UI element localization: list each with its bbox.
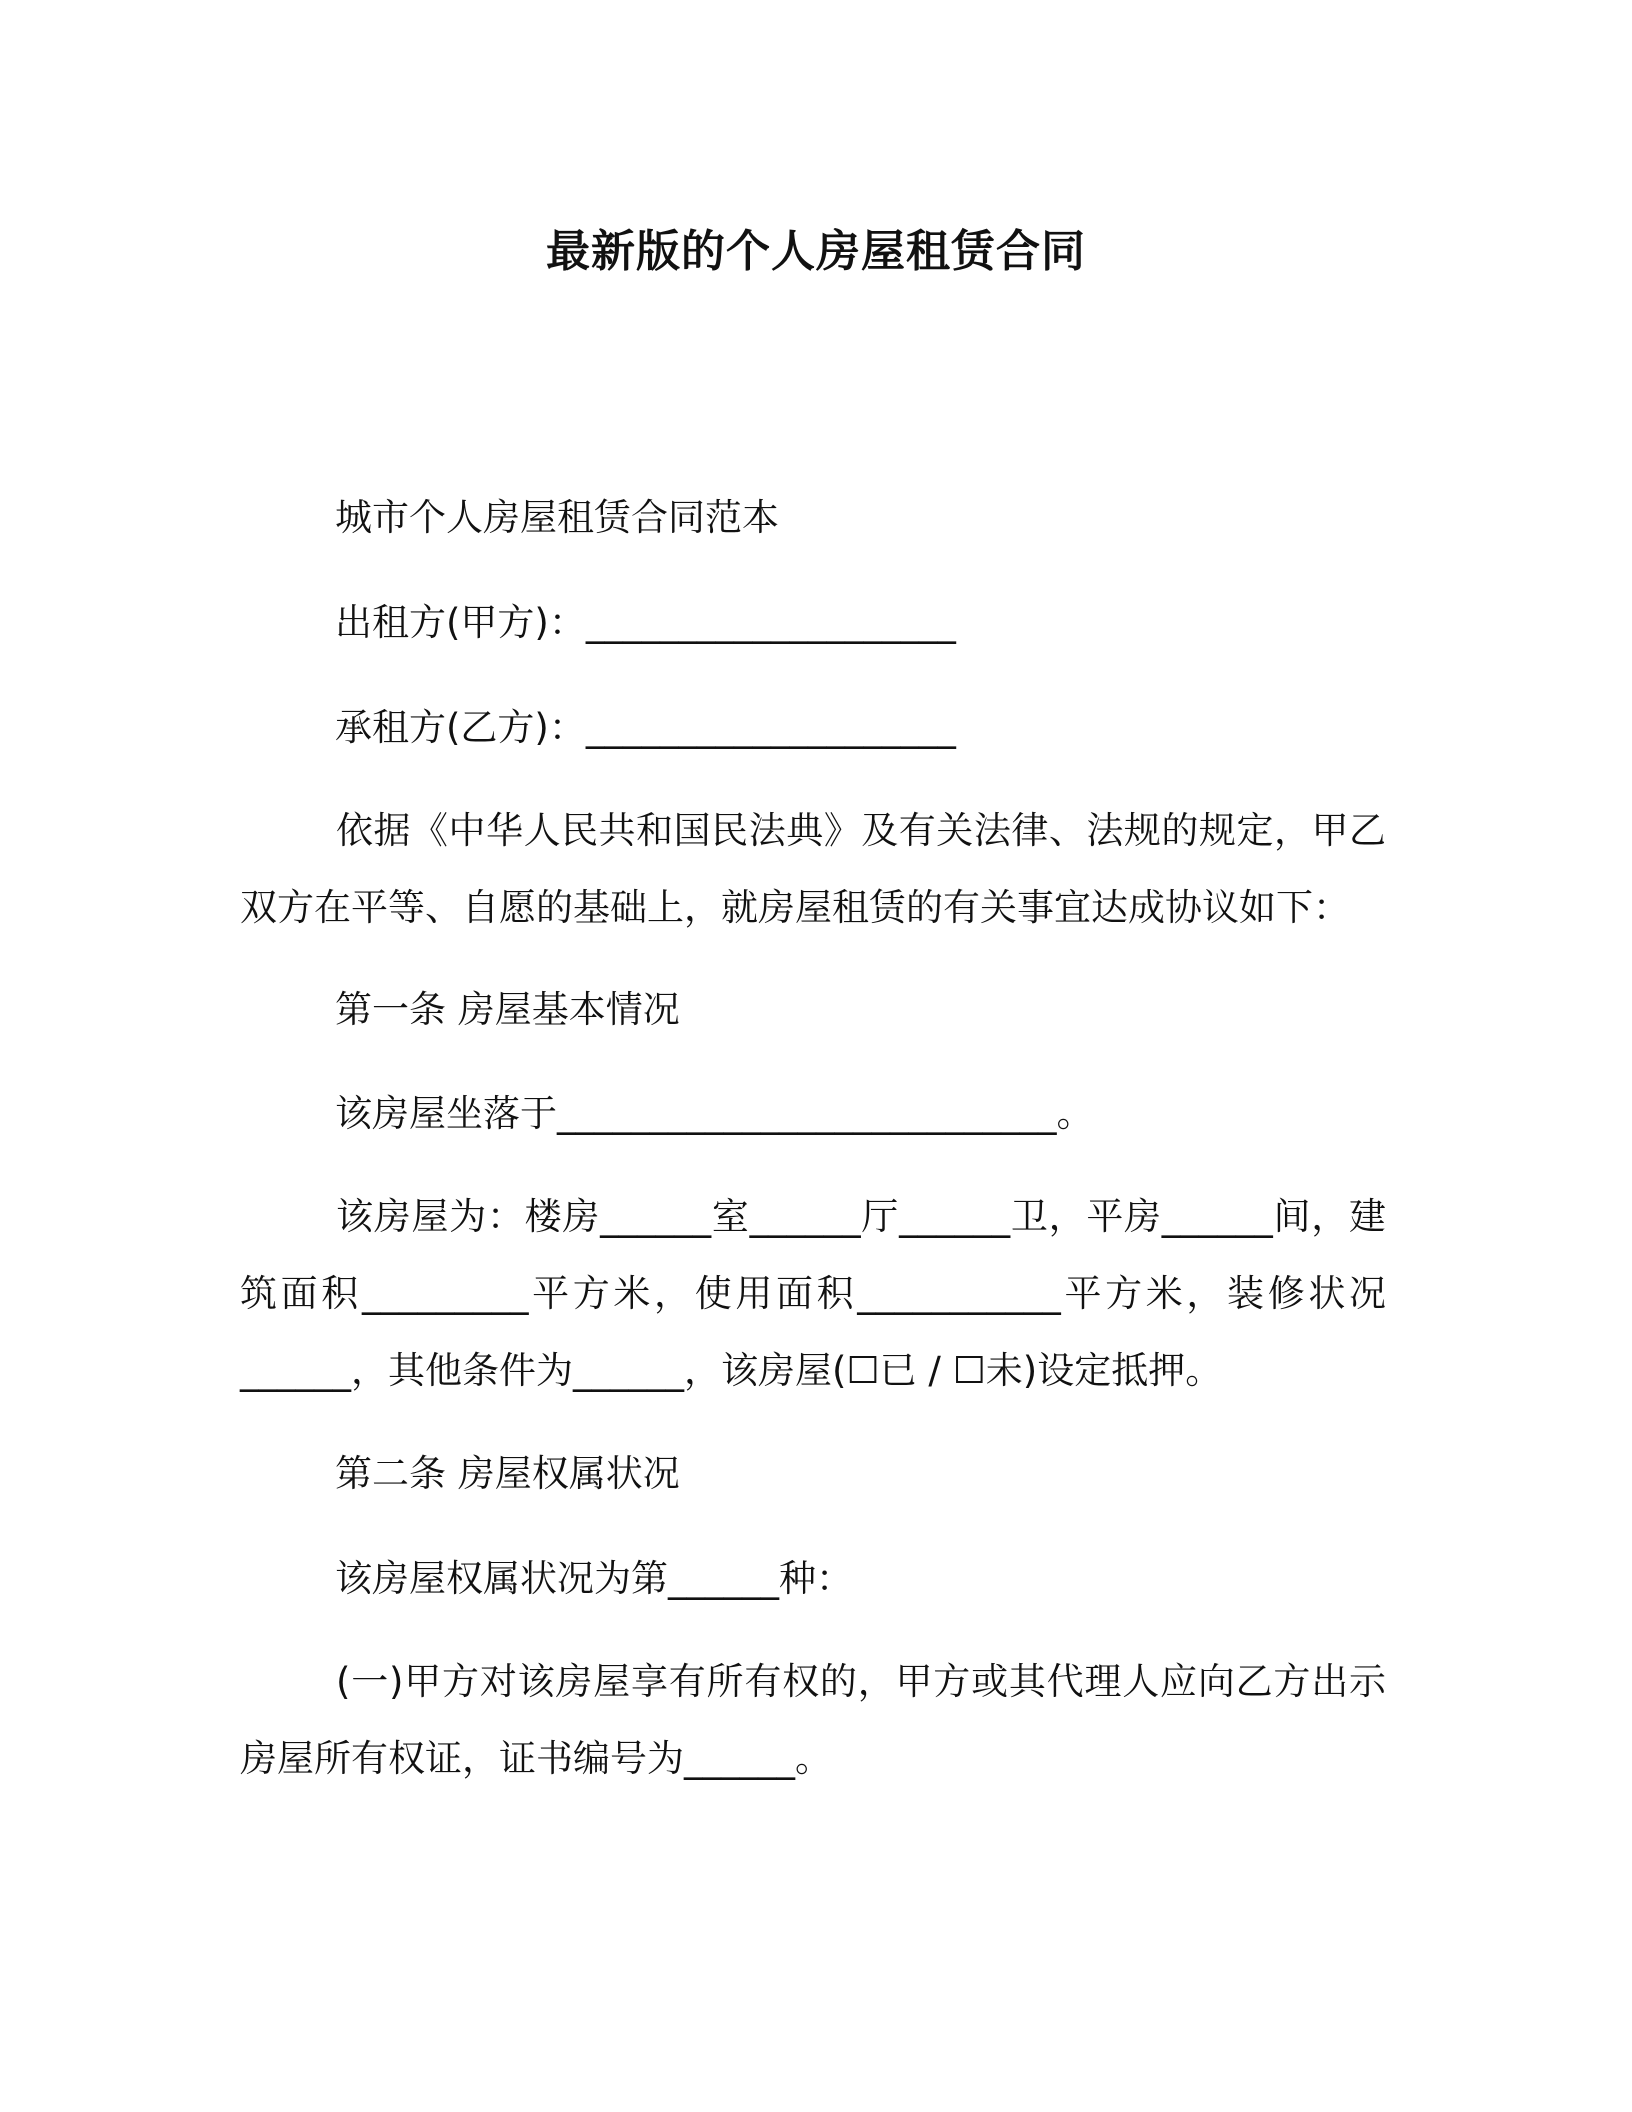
preamble-paragraph: 依据《中华人民共和国民法典》及有关法律、法规的规定，甲乙双方在平等、自愿的基础上，就房屋租赁的有关事宜达成协议如下：: [240, 809, 1386, 929]
article-1-heading: 第一条 房屋基本情况: [335, 988, 680, 1031]
contract-subtitle: 城市个人房屋租赁合同范本: [335, 496, 779, 539]
lessor-line: 出租方(甲方)：____________________: [335, 601, 956, 644]
document-title: 最新版的个人房屋租赁合同: [546, 226, 1086, 277]
article-2-type: 该房屋权属状况为第______种：: [335, 1557, 853, 1600]
lessee-line: 承租方(乙方)：____________________: [335, 706, 956, 749]
article-2-item-1: (一)甲方对该房屋享有所有权的，甲方或其代理人应向乙方出示房屋所有权证，证书编号为______。: [240, 1660, 1386, 1780]
article-1-details: 该房屋为：楼房______室______厅______卫，平房______间，建筑面积_________平方米，使用面积___________平方米，装修状况______，其他条件为______，该房屋(☐已 / ☐未)设定抵押。: [240, 1195, 1386, 1392]
article-2-heading: 第二条 房屋权属状况: [335, 1452, 680, 1495]
article-1-location: 该房屋坐落于___________________________。: [335, 1092, 1094, 1135]
